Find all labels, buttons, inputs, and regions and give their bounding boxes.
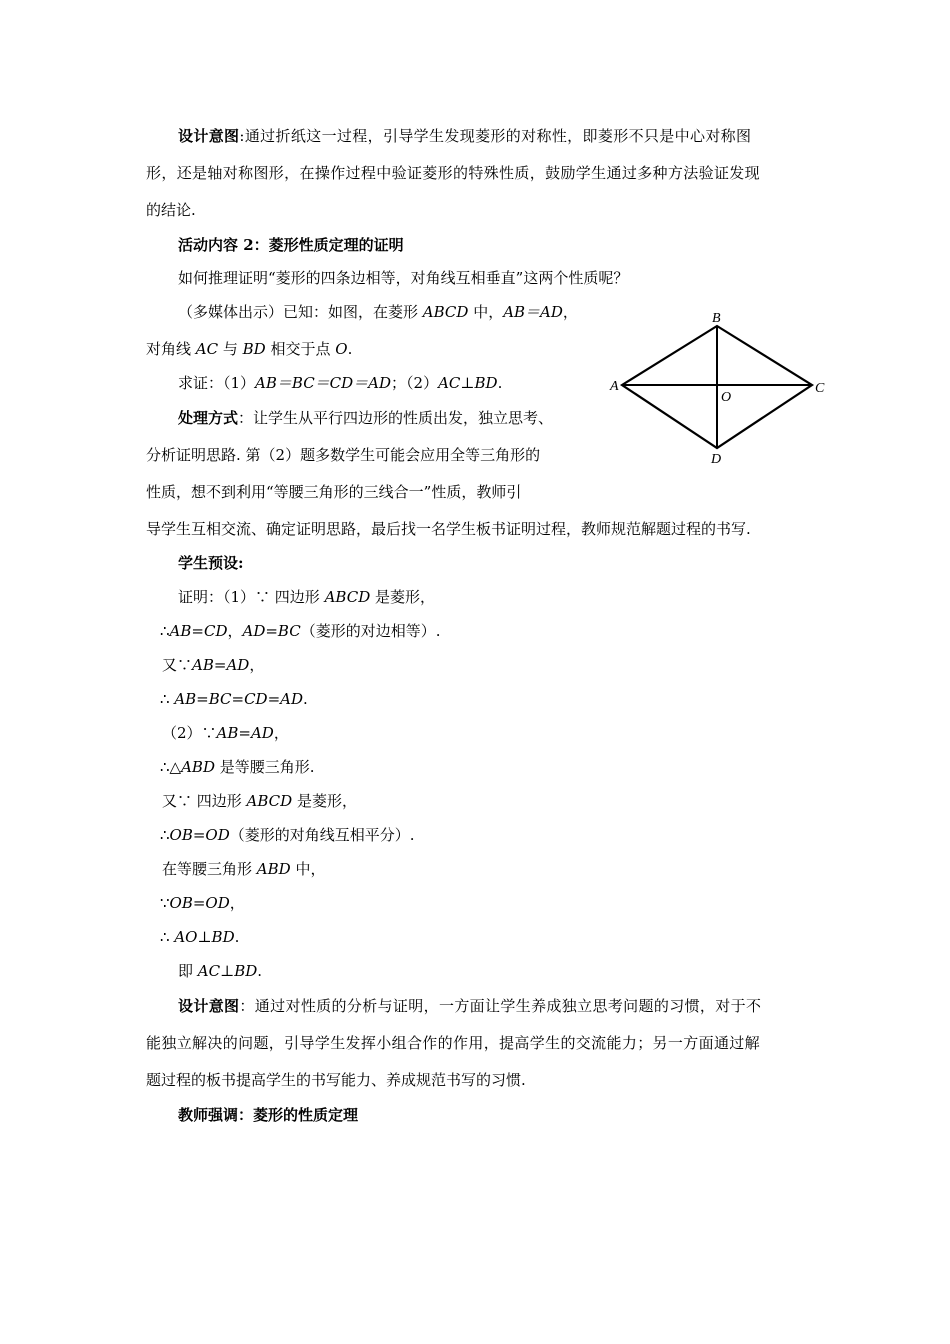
math: AB=AD [192,656,250,674]
math: ABD [256,860,291,878]
proof-text: 又∵ 四边形 [162,792,247,810]
given-text: 对角线 [146,340,196,358]
proof-text: ∴ [160,690,175,708]
proof-text: ， [229,894,245,912]
given-text: 中， [468,303,504,321]
math-ab-ad: AB＝AD [503,303,563,321]
math-abcd: ABCD [422,303,469,321]
proof-step-6 [160,757,315,777]
vertex-label-a: A [610,379,619,394]
design-intent-label: 设计意图 [178,127,240,145]
proof-step-7 [162,791,357,811]
proof-text: . [303,690,308,708]
math: ABCD [246,792,293,810]
given-line-2 [146,339,352,359]
proof-step-10 [160,893,245,913]
given-text: ， [562,303,578,321]
math-equal-sides: AB＝BC＝CD＝AD [255,374,392,392]
proof-text: . [234,928,240,946]
proof-step-8 [160,825,415,845]
proof-text: 是菱形， [292,792,357,810]
proof-text: （2）∵ [162,724,217,742]
proof-text: ， [227,622,243,640]
design-intent-line-3: 的结论. [146,201,196,219]
math: AO⊥BD [174,928,235,946]
given-text: . [347,340,353,358]
prove-line [178,373,502,393]
design-intent-label: 设计意图 [178,997,240,1015]
proof-step-4 [160,689,308,709]
rhombus-figure [600,306,840,466]
method-text: 让学生从平行四边形的性质出发，独立思考、 [253,409,554,427]
math-ac: AC [195,340,219,358]
proof-text: （菱形的对边相等）. [300,622,441,640]
proof-text: 即 [178,962,198,980]
proof-step-5 [162,723,289,743]
method-line-4: 导学生互相交流、确定证明思路，最后找一名学生板书证明过程，教师规范解题过程的书写. [146,520,751,538]
math: OB=OD [169,894,230,912]
proof-text: ∴△ [160,758,182,776]
proof-step-2 [160,621,441,641]
math-bd: BD [242,340,266,358]
proof-text: ∴ [160,826,170,844]
design-intent-text: 通过折纸这一过程，引导学生发现菱形的对称性，即菱形不只是中心对称图 [244,127,752,145]
vertex-label-b: B [712,311,721,326]
proof-text: 又∵ [162,656,193,674]
design-intent2-line-1 [178,996,761,1016]
math: AC⊥BD [197,962,258,980]
teacher-emphasis-heading: 教师强调：菱形的性质定理 [178,1106,359,1124]
proof-text: ， [249,656,265,674]
proof-text: 证明：（1）∵ 四边形 [178,588,325,606]
proof-step-1 [178,587,435,607]
design-intent-line-1 [178,126,751,146]
method-label: 处理方式 [178,409,239,427]
proof-text: 中， [290,860,326,878]
math: AD=BC [242,622,301,640]
proof-text: ， [273,724,289,742]
center-label-o: O [721,390,732,405]
given-line-1 [178,302,578,322]
proof-text: 在等腰三角形 [162,860,257,878]
student-preset-label: 学生预设: [178,554,244,572]
math: OB=OD [169,826,230,844]
proof-text: 是等腰三角形. [214,758,315,776]
colon: : [239,127,245,145]
math: AB=CD [169,622,228,640]
math: AB=AD [216,724,274,742]
design-intent-line-2: 形，还是轴对称图形，在操作过程中验证菱形的特殊性质，鼓励学生通过多种方法验证发现 [146,164,761,182]
math-perpendicular: AC⊥BD [438,374,498,392]
math: ABCD [324,588,371,606]
proof-text: ∵ [160,894,170,912]
question-text: 如何推理证明“菱形的四条边相等，对角线互相垂直”这两个性质呢？ [178,269,629,287]
activity-heading: 活动内容 2：菱形性质定理的证明 [178,236,404,254]
given-text: （多媒体出示）已知：如图，在菱形 [178,303,423,321]
given-text: 相交于点 [265,340,336,358]
prove-text: . [497,374,503,392]
proof-text: ∴ [160,622,170,640]
proof-text: ∴ [160,928,175,946]
math-o: O [335,340,348,358]
math: AB=BC=CD=AD [174,690,304,708]
design-intent2-line-3: 题过程的板书提高学生的书写能力、养成规范书写的习惯. [146,1071,526,1089]
colon: ： [238,409,254,427]
proof-step-11 [160,927,239,947]
proof-text: 是菱形， [370,588,436,606]
colon: ： [239,997,255,1015]
proof-step-12 [178,961,262,981]
method-line-2: 分析证明思路. 第（2）题多数学生可能会应用全等三角形的 [146,446,541,464]
prove-text: 求证：（1） [178,374,256,392]
vertex-label-d: D [711,452,722,466]
design-intent-text: 通过对性质的分析与证明，一方面让学生养成独立思考问题的习惯，对于不 [254,997,762,1015]
proof-text: . [257,962,263,980]
given-text: 与 [218,340,243,358]
method-line-1 [178,408,553,428]
prove-text: ；（2） [391,374,439,392]
design-intent2-line-2: 能独立解决的问题，引导学生发挥小组合作的作用，提高学生的交流能力；另一方面通过解 [146,1034,761,1052]
proof-text: （菱形的对角线互相平分）. [229,826,415,844]
proof-step-3 [162,655,264,675]
vertex-label-c: C [815,381,825,396]
proof-step-9 [162,859,325,879]
method-line-3: 性质，想不到利用“等腰三角形的三线合一”性质，教师引 [146,483,522,501]
math: ABD [181,758,215,776]
